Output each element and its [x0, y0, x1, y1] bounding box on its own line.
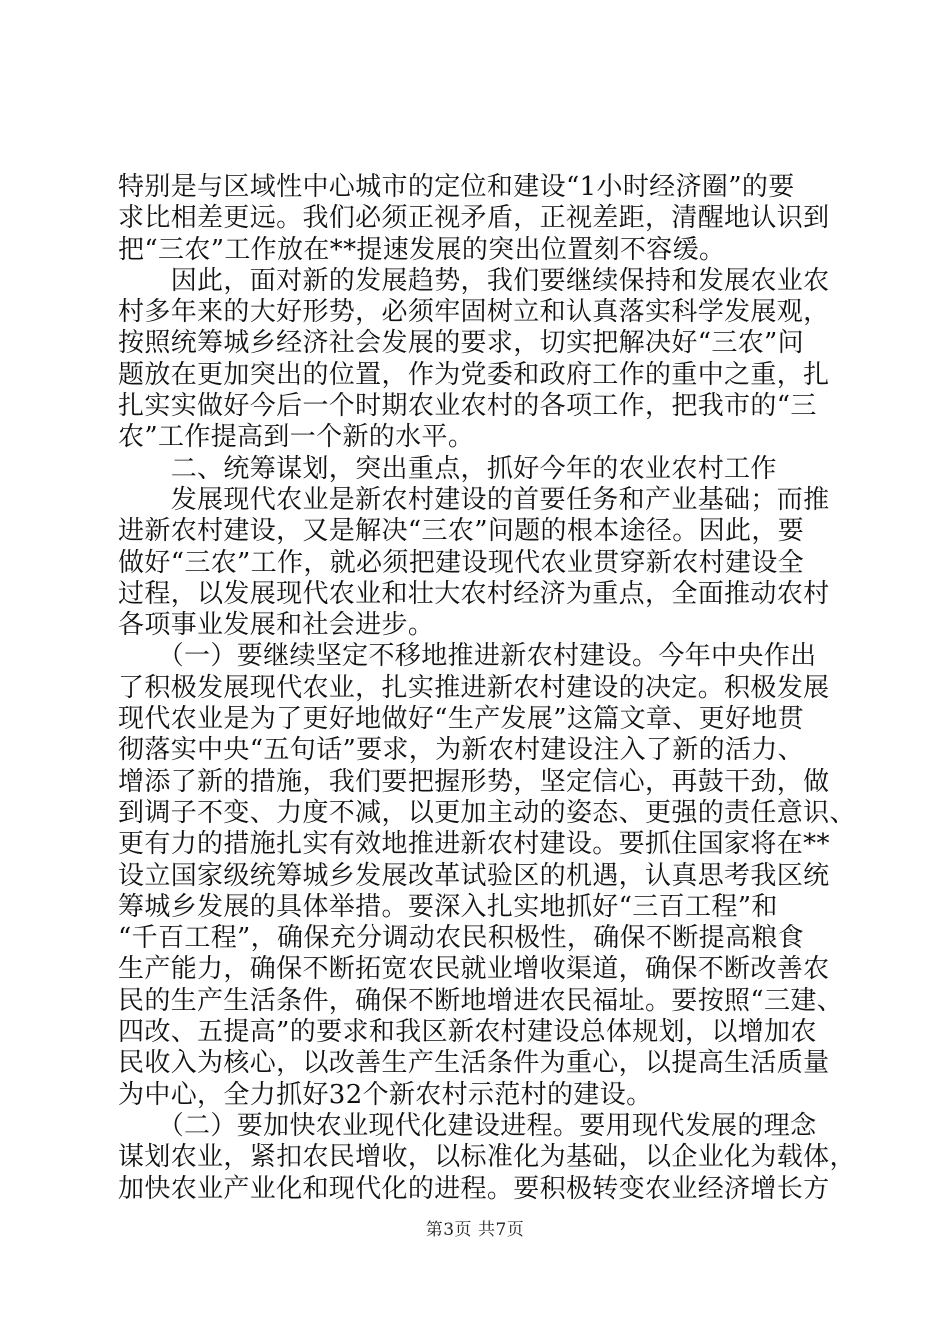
- text-line: 村多年来的大好形势，必须牢固树立和认真落实科学发展观，: [118, 297, 830, 328]
- text-line: 为中心，全力抓好32个新农村示范村的建设。: [118, 1079, 653, 1110]
- text-line: （二）要加快农业现代化建设进程。要用现代发展的理念: [118, 1110, 817, 1141]
- text-line: 设立国家级统筹城乡发展改革试验区的机遇，认真思考我区统: [118, 860, 830, 891]
- text-line: 四改、五提高”的要求和我区新农村建设总体规划，以增加农: [118, 1017, 817, 1048]
- text-line: 因此，面对新的发展趋势，我们要继续保持和发展农业农: [118, 265, 830, 296]
- text-line: 做好“三农”工作，就必须把建设现代农业贯穿新农村建设全: [118, 547, 805, 578]
- text-line: （一）要继续坚定不移地推进新农村建设。今年中央作出: [118, 641, 817, 672]
- text-line: 把“三农”工作放在**提速发展的突出位置刻不容缓。: [118, 234, 726, 265]
- text-line: 题放在更加突出的位置，作为党委和政府工作的重中之重，扎: [118, 359, 830, 390]
- text-line: 进新农村建设，又是解决“三农”问题的根本途径。因此，要: [118, 516, 805, 547]
- text-line: 到调子不变、力度不减，以更加主动的姿态、更强的责任意识、: [118, 797, 856, 828]
- text-line: 民收入为核心，以改善生产生活条件为重心，以提高生活质量: [118, 1048, 830, 1079]
- text-line: 过程，以发展现代农业和壮大农村经济为重点，全面推动农村: [118, 578, 830, 609]
- text-line: 彻落实中央“五句话”要求，为新农村建设注入了新的活力、: [118, 735, 805, 766]
- text-line: 特别是与区域性中心城市的定位和建设“1小时经济圈”的要: [118, 172, 795, 202]
- text-line: 求比相差更远。我们必须正视矛盾，正视差距，清醒地认识到: [118, 203, 830, 234]
- page-number-footer: 第3页 共7页: [425, 1220, 525, 1240]
- document-body: [118, 172, 856, 1205]
- text-line: 发展现代农业是新农村建设的首要任务和产业基础；而推: [118, 484, 830, 515]
- text-line: 谋划农业，紧扣农民增收，以标准化为基础，以企业化为载体，: [118, 1142, 856, 1173]
- text-line: “千百工程”，确保充分调动农民积极性，确保不断提高粮食: [118, 923, 805, 954]
- text-line: 增添了新的措施，我们要把握形势，坚定信心，再鼓干劲，做: [118, 766, 830, 797]
- text-line: 民的生产生活条件，确保不断地增进农民福址。要按照“三建、: [118, 985, 844, 1016]
- text-line: 农”工作提高到一个新的水平。: [118, 422, 475, 453]
- text-line: 筹城乡发展的具体举措。要深入扎实地抓好“三百工程”和: [118, 891, 778, 922]
- text-line: 了积极发展现代农业，扎实推进新农村建设的决定。积极发展: [118, 672, 830, 703]
- text-line: 按照统筹城乡经济社会发展的要求，切实把解决好“三农”问: [118, 328, 805, 359]
- section-heading: 二、统筹谋划，突出重点，抓好今年的农业农村工作: [118, 453, 777, 484]
- text-line: 各项事业发展和社会进步。: [118, 610, 435, 641]
- text-line: 加快农业产业化和现代化的进程。要积极转变农业经济增长方: [118, 1173, 830, 1204]
- text-line: 扎实实做好今后一个时期农业农村的各项工作，把我市的“三: [118, 391, 817, 422]
- text-line: 更有力的措施扎实有效地推进新农村建设。要抓住国家将在**: [118, 829, 830, 860]
- text-line: 生产能力，确保不断拓宽农民就业增收渠道，确保不断改善农: [118, 954, 830, 985]
- text-line: 现代农业是为了更好地做好“生产发展”这篇文章、更好地贯: [118, 704, 805, 735]
